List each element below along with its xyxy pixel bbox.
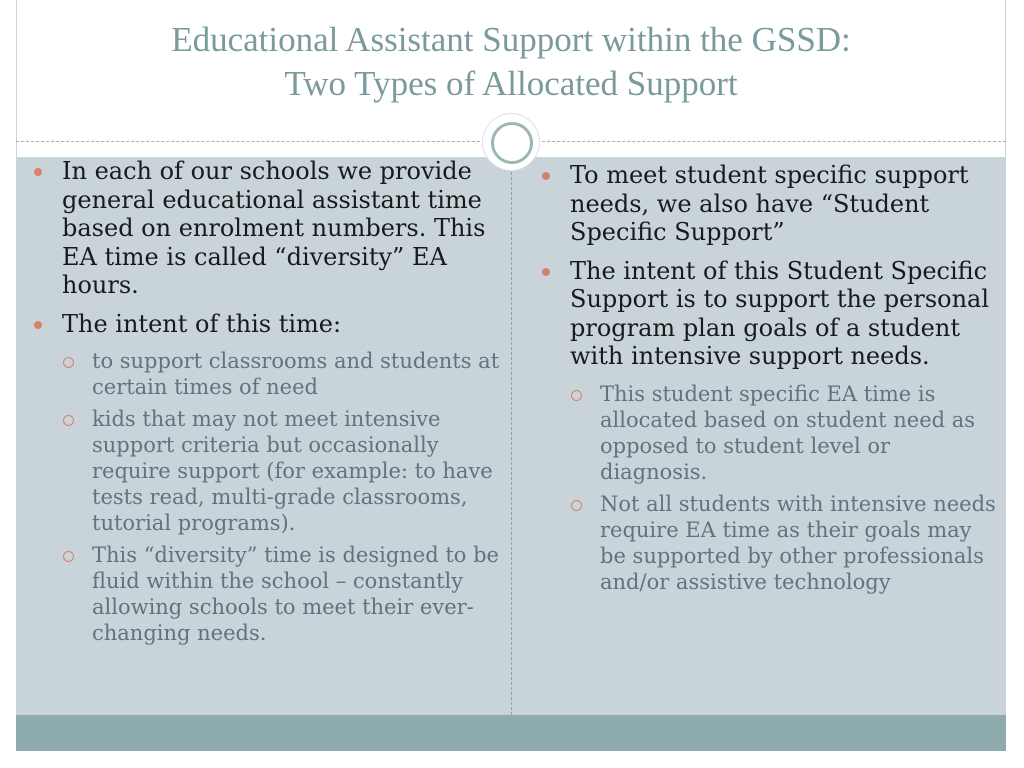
bullet-dot-icon <box>34 168 42 176</box>
title-line-2: Two Types of Allocated Support <box>284 64 738 103</box>
sub-bullet-text: This “diversity” time is designed to be fluid within the school – constantly allowing schools to meet their ever-changing needs. <box>92 543 499 645</box>
list-item <box>30 157 500 300</box>
list-item <box>538 491 1000 595</box>
slide-title <box>16 18 1006 106</box>
ring-bullet-icon <box>63 551 74 562</box>
bullet-dot-icon <box>542 268 550 276</box>
right-column <box>538 161 1000 601</box>
list-item <box>538 381 1000 485</box>
list-item <box>538 257 1000 371</box>
bullet-dot-icon <box>542 172 550 180</box>
footer-bar <box>16 715 1006 751</box>
ring-bullet-icon <box>571 390 582 401</box>
list-item <box>538 161 1000 247</box>
ring-bullet-icon <box>63 357 74 368</box>
right-bullet-list <box>538 161 1000 371</box>
left-column <box>30 157 500 652</box>
sub-bullet-text: to support classrooms and students at certain times of need <box>92 349 500 399</box>
bullet-text: To meet student specific support needs, we also have “Student Specific Support” <box>570 161 969 246</box>
left-bullet-list <box>30 157 500 338</box>
bullet-text: In each of our schools we provide general educational assistant time based on enrolment numbers. This EA time is called “diversity” EA hours. <box>62 157 486 299</box>
left-sub-bullet-list <box>30 348 500 646</box>
list-item <box>30 406 500 536</box>
bullet-text: The intent of this Student Specific Support is to support the personal program plan goals of a student with intensive support needs. <box>570 256 990 370</box>
sub-bullet-text: Not all students with intensive needs require EA time as their goals may be supported by other professionals and/or assistive technology <box>600 491 996 594</box>
title-line-1: Educational Assistant Support within the GSSD: <box>171 20 851 59</box>
list-item <box>30 542 500 646</box>
list-item <box>30 348 500 400</box>
column-divider <box>511 157 512 715</box>
list-item <box>30 310 500 339</box>
sub-bullet-text: This student specific EA time is allocated based on student need as opposed to student level or diagnosis. <box>600 381 976 484</box>
sub-bullet-text: kids that may not meet intensive support criteria but occasionally require support (for example: to have tests read, multi-grade classrooms, tutorial programs). <box>92 407 493 535</box>
bullet-dot-icon <box>34 321 42 329</box>
ring-bullet-icon <box>571 500 582 511</box>
ring-bullet-icon <box>63 415 74 426</box>
right-sub-bullet-list <box>538 381 1000 595</box>
bullet-text: The intent of this time: <box>62 309 342 338</box>
